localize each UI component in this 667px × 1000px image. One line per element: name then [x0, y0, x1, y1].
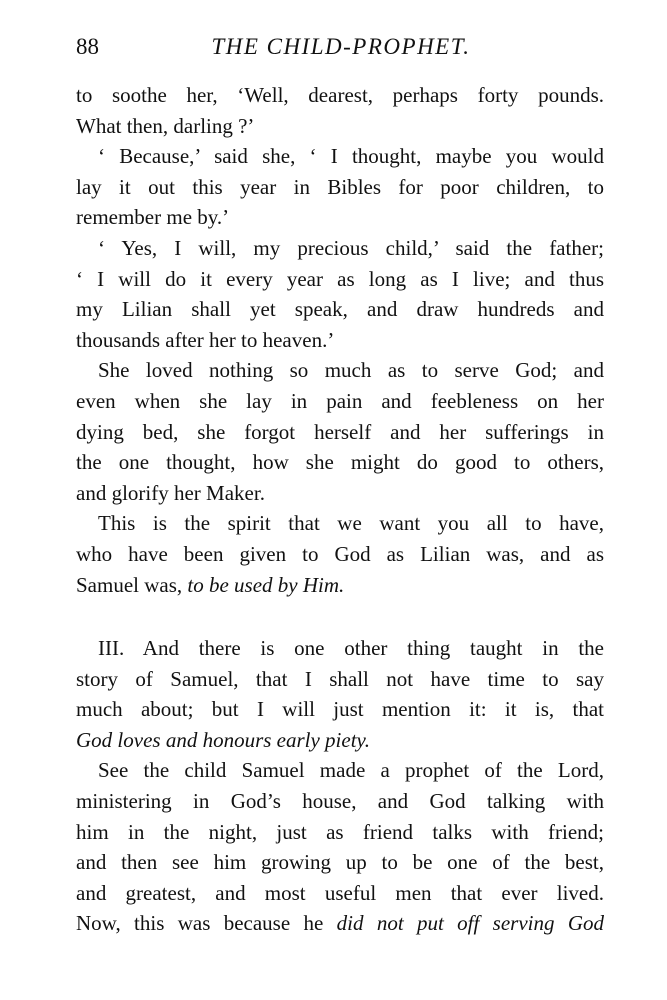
text-line: who have been given to God as Lilian was, and as [76, 541, 604, 566]
page-number: 88 [76, 34, 99, 59]
paragraph [76, 80, 604, 141]
text-line: What then, darling ?’ [76, 113, 255, 138]
text-run: Samuel was, [76, 572, 188, 597]
text-line: thousands after her to heaven.’ [76, 327, 335, 352]
text-line: and greatest, and most useful men that ever lived. [76, 880, 604, 905]
text-line: lay it out this year in Bibles for poor children, to [76, 174, 604, 199]
text-line: dying bed, she forgot herself and her sufferings in [76, 419, 604, 444]
paragraph [76, 755, 604, 939]
text-line: and glorify her Maker. [76, 480, 265, 505]
text-line: ‘ I will do it every year as long as I live; and thus [76, 266, 604, 291]
section-gap [76, 600, 604, 633]
text-line: ‘ Yes, I will, my precious child,’ said the father; [98, 235, 604, 260]
text-line: my Lilian shall yet speak, and draw hundreds and [76, 297, 604, 322]
page-header [76, 34, 606, 70]
text-line: III. And there is one other thing taught in the [98, 636, 604, 661]
text-line: much about; but I will just mention it: it is, that [76, 697, 604, 722]
text-line: remember me by.’ [76, 205, 230, 230]
text-line [76, 908, 604, 939]
running-head: THE CHILD-PROPHET. [211, 34, 471, 59]
text-line: story of Samuel, that I shall not have time to say [76, 666, 604, 691]
text-line: See the child Samuel made a prophet of the Lord, [98, 758, 604, 783]
italic-emphasis: God loves and honours early piety. [76, 727, 370, 752]
text-line: and then see him growing up to be one of the best, [76, 850, 604, 875]
text-line: ministering in God’s house, and God talking with [76, 789, 604, 814]
text-line: him in the night, just as friend talks with friend; [76, 819, 604, 844]
text-line [76, 725, 604, 756]
text-line: to soothe her, ‘Well, dearest, perhaps forty pounds. [76, 83, 604, 107]
text-line: ‘ Because,’ said she, ‘ I thought, maybe you would [98, 144, 604, 169]
text-line [76, 570, 604, 601]
italic-emphasis: did not put off serving God [336, 911, 604, 936]
italic-emphasis: to be used by Him. [187, 572, 345, 597]
paragraph [76, 508, 604, 600]
paragraph [76, 633, 604, 755]
paragraph [76, 233, 604, 355]
text-run: Now, this was because he [76, 911, 337, 936]
text-line: She loved nothing so much as to serve God; and [98, 358, 604, 383]
text-line: even when she lay in pain and feebleness on her [76, 388, 604, 413]
body-text [76, 80, 604, 939]
text-line: This is the spirit that we want you all to have, [98, 511, 604, 536]
text-line: the one thought, how she might do good to others, [76, 450, 604, 475]
paragraph [76, 355, 604, 508]
paragraph [76, 141, 604, 233]
